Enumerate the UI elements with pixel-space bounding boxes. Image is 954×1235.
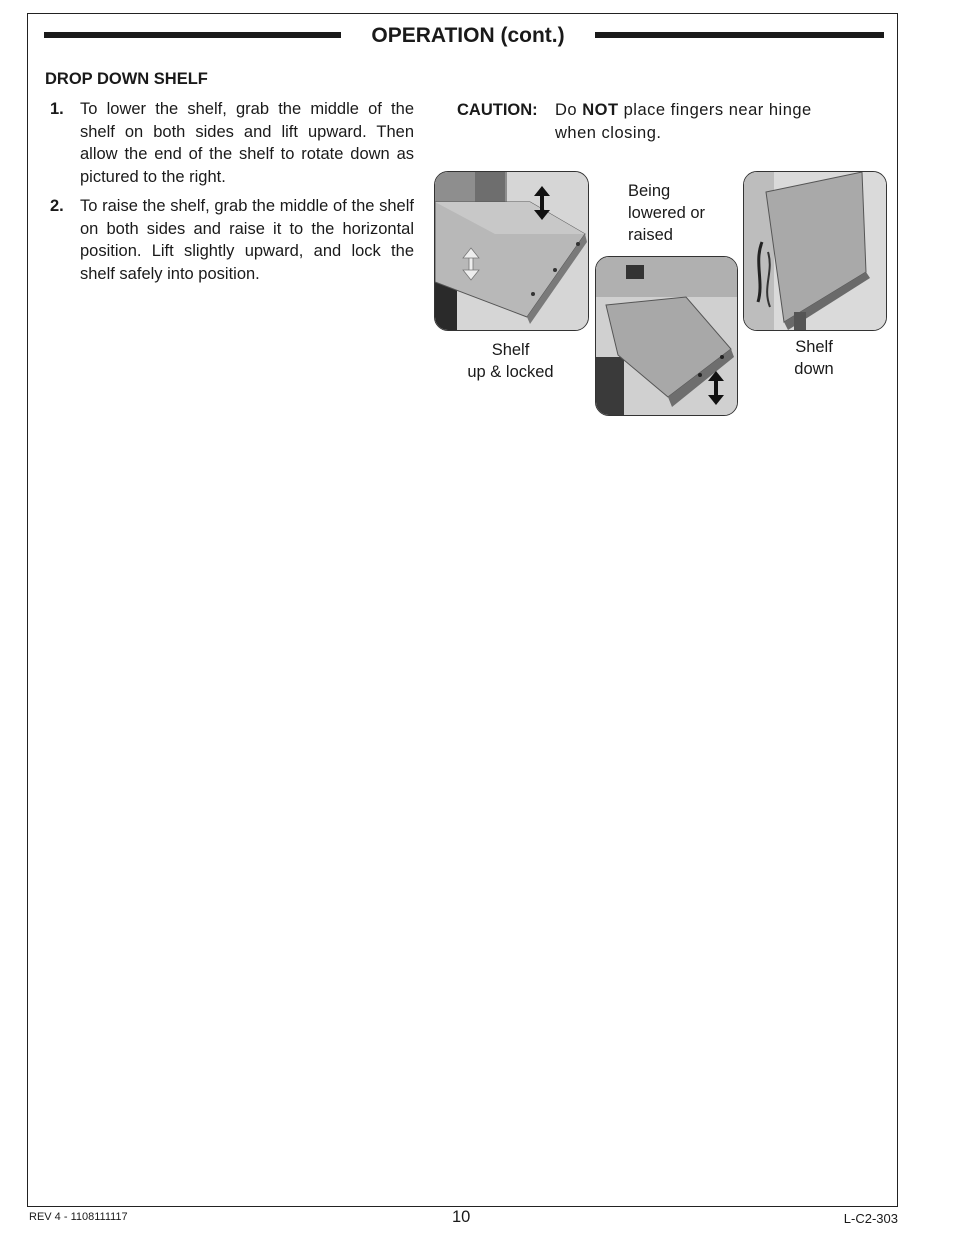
shelf-down-photo [743,171,887,331]
shelf-down-illustration [744,172,886,330]
step-2 [50,195,414,285]
instruction-steps [50,98,414,292]
caption-line: Being [628,182,671,200]
document-code: L-C2-303 [843,1211,898,1226]
caption-line: down [794,360,834,378]
caution-note [457,99,857,144]
page-title: OPERATION (cont.) [371,24,565,47]
caption-line: Shelf [491,341,530,359]
step-text: To lower the shelf, grab the middle of the shelf on both sides and lift upward. Then allow the end of the shelf to rotate down as pictured to the right. [80,100,414,186]
page-number: 10 [452,1208,471,1226]
section-heading: DROP DOWN SHELF [45,70,208,88]
caption-shelf-up [434,339,587,383]
shelf-lowering-photo [595,256,738,416]
header-rule-right [595,32,884,38]
step-text: To raise the shelf, grab the middle of the shelf on both sides and raise it to the horizontal position. Lift slightly upward, and lock the shelf safely into position. [80,197,414,283]
caption-being-lowered [628,180,705,246]
caption-line: lowered or [628,204,706,222]
caption-shelf-down [743,336,885,380]
caution-text [555,99,857,144]
shelf-up-illustration [435,172,588,330]
caution-text-after: place fingers near hinge when closing. [555,101,812,142]
caution-emphasis: NOT [582,101,619,119]
step-1 [50,98,414,188]
shelf-up-photo [434,171,589,331]
caption-line: Shelf [795,338,833,356]
caption-line: up & locked [467,363,554,381]
shelf-lowering-illustration [596,257,737,415]
caution-text-before: Do [555,101,583,119]
step-number: 1. [50,100,64,118]
caption-line: raised [628,226,673,244]
header-rule-left [44,32,341,38]
revision-label: REV 4 - 1108111117 [29,1211,128,1223]
caution-label: CAUTION: [457,101,538,119]
step-number: 2. [50,197,64,215]
